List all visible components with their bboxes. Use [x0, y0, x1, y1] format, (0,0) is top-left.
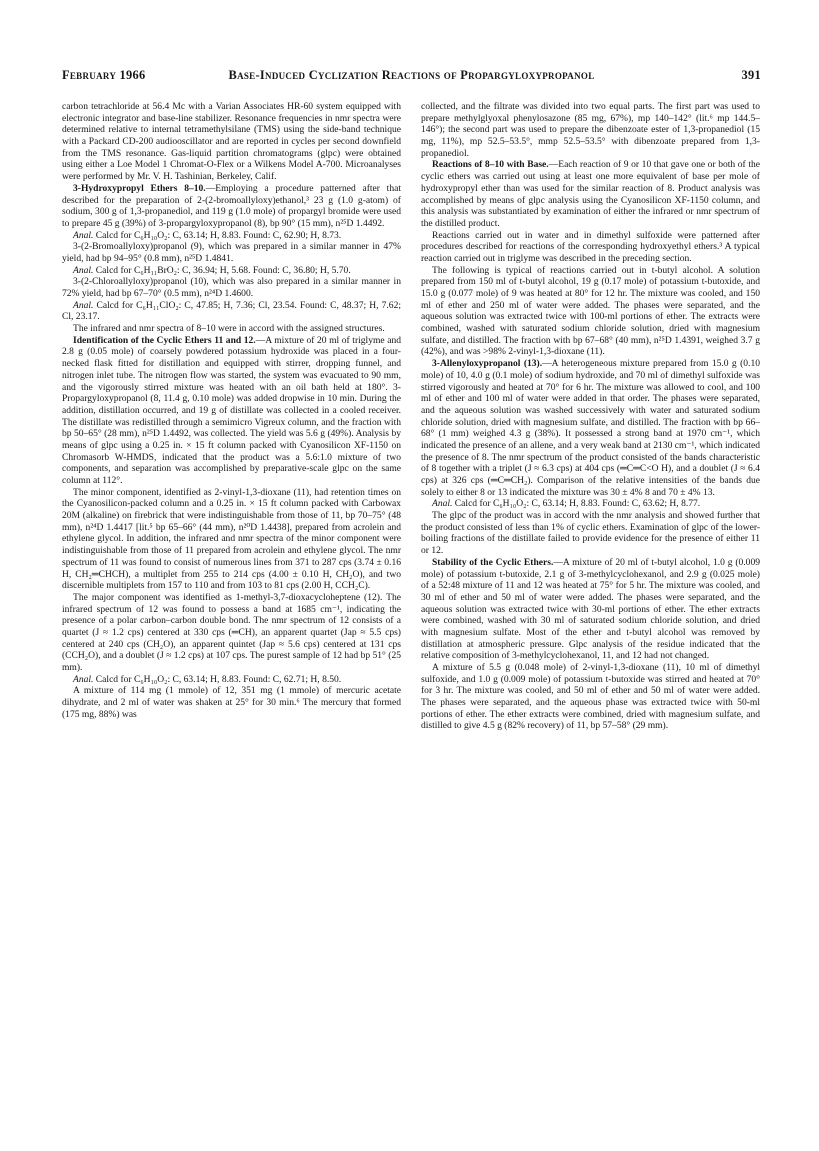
paragraph-text: —Employing a procedure patterned after that described for the preparation of 2-(2-bromoallyloxy)ethanol,³ 23 g (1.0 g-atom) of sodium, 300 g of 1,3-propanediol, and 119 g (1.0 mole) of propargyl bromide were used to prepare 45 g (39%) of 3-propargyloxypropanol (8), bp 90° (15 mm), n²⁵D 1.4492. [62, 182, 401, 229]
section-heading: Reactions of 8–10 with Base. [432, 159, 549, 171]
paragraph-text: The infrared and nmr spectra of 8–10 were in accord with the assigned structures. [73, 323, 385, 335]
header-title: Base-Induced Cyclization Reactions of Propargyloxypropanol [228, 68, 595, 82]
paragraph [421, 662, 760, 732]
running-head [62, 68, 761, 86]
paragraph-text: —Each reaction of 9 or 10 that gave one or both of the cyclic ethers was carried out using at least one more equivalent of base per mole of hydroxypropyl ether than was used for the similar reaction of 8. Product analysis was accomplished by means of glpc analysis using the Cyanosilicon XF-1150 column, and this analysis was substantiated by examination of either the infrared or nmr spectrum of the distilled product. [421, 159, 760, 229]
paragraph [421, 358, 760, 498]
paragraph-text: Calcd for C₆H₁₁ClO₂: C, 47.85; H, 7.36; Cl, 23.54. Found: C, 48.37; H, 7.62; Cl, 23.17. [62, 299, 401, 323]
analysis-label: Anal. [73, 299, 94, 311]
paragraph-text: A mixture of 5.5 g (0.048 mole) of 2-vinyl-1,3-dioxane (11), 10 ml of dimethyl sulfoxide, and 1.0 g (0.009 mole) of potassium t-butoxide was stirred and heated at 70° for 3 hr. The mixture was cooled, and 50 ml of ether and 50 ml of water were added. The phases were separated, and the aqueous phase was extracted twice with 50-ml portions of ether. The ether extracts were combined, dried with magnesium sulfate, and distilled to give 4.5 g (82% recovery) of 11, bp 57–58° (29 mm). [421, 662, 760, 732]
paragraph [62, 674, 401, 686]
paragraph [421, 101, 760, 159]
paragraph [62, 323, 401, 335]
paragraph [421, 498, 760, 510]
paragraph [62, 685, 401, 720]
paragraph [62, 335, 401, 487]
analysis-label: Anal. [73, 264, 94, 276]
paragraph [421, 265, 760, 359]
paragraph [421, 557, 760, 662]
right-column [421, 101, 760, 732]
paragraph-text: The following is typical of reactions carried out in t-butyl alcohol. A solution prepared from 150 ml of t-butyl alcohol, 19 g (0.17 mole) of potassium t-butoxide, and 15.0 g (0.077 mole) of 9 was heated at 80° for 12 hr. The mixture was cooled, and 150 ml of ether and 250 ml of water were added. The phases were separated, and the aqueous solution was extracted twice with 100-ml portions of ether. The extracts were combined, washed with saturated sodium chloride solution, dried with magnesium sulfate, and distilled. The fraction with bp 67–68° (40 mm), n²⁵D 1.4391, weighed 3.7 g (42%), and was >98% 2-vinyl-1,3-dioxane (11). [421, 264, 760, 358]
section-heading: 3-Allenyloxypropanol (13). [432, 358, 543, 370]
page-number: 391 [741, 68, 761, 82]
section-heading: 3-Hydroxypropyl Ethers 8–10. [73, 182, 206, 194]
analysis-label: Anal. [73, 673, 94, 685]
paragraph-text: —A heterogeneous mixture prepared from 15.0 g (0.10 mole) of 10, 4.0 g (0.1 mole) of sodium hydroxide, and 70 ml of dimethyl sulfoxide was stirred vigorously and heated at 70° for 6 hr. The mixture was allowed to cool, and 100 ml of ether and 100 ml of water were added in that order. The phases were separated, and the aqueous solution was washed successively with water and saturated sodium chloride solution, dried with magnesium sulfate, and distilled. The fraction with bp 66–68° (1 mm) weighed 4.3 g (38%). It possessed a strong band at 1970 cm⁻¹, which indicated the presence of an allene, and a very weak band at 2130 cm⁻¹, which indicated the presence of 8. The nmr spectrum of the product consisted of the bands characteristic of 8 together with a triplet (J ≈ 6.3 cps) at 404 cps (═C═C<O H), and a doublet (J ≈ 6.4 cps) at 326 cps (═C═CH₂). Comparison of the relative intensities of the bands due solely to either 8 or 13 indicated the mixture was 30 ± 4% 8 and 70 ± 4% 13. [421, 358, 760, 498]
paragraph [62, 265, 401, 277]
paragraph [421, 510, 760, 557]
paragraph-text: 3-(2-Bromoallyloxy)propanol (9), which was prepared in a similar manner in 47% yield, had bp 94–95° (0.8 mm), n²⁵D 1.4841. [62, 241, 401, 264]
header-date: February 1966 [62, 68, 146, 82]
paragraph-text: A mixture of 114 mg (1 mmole) of 12, 351 mg (1 mmole) of mercuric acetate dihydrate, and 2 ml of water was shaken at 25° for 30 min.⁶ The mercury that formed (175 mg, 88%) was [62, 685, 401, 720]
left-column [62, 101, 401, 720]
paragraph-text: Calcd for C₆H₁₀O₂: C, 63.14; H, 8.83. Found: C, 62.90; H, 8.73. [93, 229, 342, 241]
paragraph-text: The minor component, identified as 2-vinyl-1,3-dioxane (11), had retention times on the Cyanosilicon-packed column and a 0.25 in. × 15 ft column packed with Carbowax 20M (alkaline) on firebrick that were indistinguishable from those of 11, bp 70–75° (48 mm), n²⁴D 1.4417 [lit.⁵ bp 65–66° (44 mm), n²⁰D 1.4438], prepared from acrolein and ethylene glycol. In addition, the infrared and nmr spectra of the minor component were indistinguishable from those of 11 prepared from acrolein and ethylene glycol. The nmr spectrum of 11 was found to consist of numerous lines from 371 to 287 cps (3.74 ± 0.16 H, CH₂═CHCH), a multiplet from 255 to 214 cps (4.00 ± 0.10 H, CH₂O), and two discernible multiplets from 157 to 110 and from 103 to 81 cps (2.00 H, CCH₂C). [62, 486, 401, 592]
analysis-label: Anal. [73, 229, 94, 241]
paragraph [421, 159, 760, 229]
analysis-label: Anal. [432, 498, 453, 510]
paragraph-text: —A mixture of 20 ml of triglyme and 2.8 g (0.05 mole) of coarsely powdered potassium hydroxide was placed in a four-necked flask fitted for distillation and equipped with stirrer, dropping funnel, and nitrogen inlet tube. The nitrogen flow was started, the system was evacuated to 90 mm, and the vigorously stirred mixture was heated with an oil bath held at 180°. 3-Propargyloxypropanol (8, 11.4 g, 0.10 mole) was added dropwise in 10 min. During the addition, distillation occurred, and 19 g of distillate was collected in a cooled receiver. The distillate was redistilled through a semimicro Vigreux column, and the fraction with bp 50–65° (28 mm), n²⁵D 1.4492, was collected. The yield was 5.6 g (49%). Analysis by means of glpc using a 0.25 in. × 15 ft column packed with Cyanosilicon XF-1150 on Chromasorb W-HMDS, indicated that the product was a 5.6:1.0 mixture of two components, and separation was accomplished by preparative-scale glpc on the same column at 112°. [62, 334, 401, 486]
section-heading: Identification of the Cyclic Ethers 11 and 12. [73, 334, 256, 346]
paragraph-text: carbon tetrachloride at 56.4 Mc with a Varian Associates HR-60 system equipped with electronic integrator and base-line stabilizer. Resonance frequencies in nmr spectra were determined relative to internal tetramethylsilane (TMS) using the side-band technique with a Packard CD-200 audiooscillator and are reported in cycles per second downfield from the TMS resonance. Gas-liquid partition chromatograms (glpc) were obtained using either a Loe Model 1 Chromat-O-Flex or a Wilkens Model A-700. Microanalyses were performed by Mr. V. H. Tashinian, Berkeley, Calif. [62, 101, 401, 183]
paragraph-text: Calcd for C₆H₁₀O₂: C, 63.14; H, 8.83. Found: C, 62.71; H, 8.50. [93, 673, 342, 685]
paragraph [62, 183, 401, 230]
paragraph-text: The glpc of the product was in accord with the nmr analysis and showed further that the product consisted of less than 1% of cyclic ethers. Examination of glpc of the lower-boiling fractions of the distillate failed to provide evidence for the presence of either 11 or 12. [421, 510, 760, 557]
paragraph [62, 592, 401, 674]
paragraph-text: Calcd for C₆H₁₁BrO₂: C, 36.94; H, 5.68. Found: C, 36.80; H, 5.70. [93, 264, 351, 276]
paragraph-text: Reactions carried out in water and in dimethyl sulfoxide were patterned after procedures described for reactions of the corresponding hydroxyethyl ethers.³ A typical reaction carried out in triglyme was described in the preceding section. [421, 229, 760, 264]
paragraph [62, 241, 401, 264]
paragraph-text: The major component was identified as 1-methyl-3,7-dioxacycloheptene (12). The infrared spectrum of 12 was found to possess a band at 1685 cm⁻¹, indicating the presence of a polar carbon–carbon double bond. The nmr spectrum of 12 consists of a quartet (J ≈ 1.2 cps) centered at 330 cps (═CH), an apparent quartet (Jap ≈ 5.5 cps) centered at 240 cps (CH₂O), an apparent quintet (Jap ≈ 5.6 cps) centered at 131 cps (CCH₂O), and a doublet (J ≈ 1.2 cps) at 107 cps. The purest sample of 12 had bp 51° (25 mm). [62, 591, 401, 673]
paragraph [62, 300, 401, 323]
paragraph [62, 230, 401, 242]
paragraph [62, 101, 401, 183]
paragraph-text: 3-(2-Chloroallyloxy)propanol (10), which was also prepared in a similar manner in 72% yield, had bp 67–70° (0.5 mm), n²⁴D 1.4600. [62, 276, 401, 299]
paragraph-text: —A mixture of 20 ml of t-butyl alcohol, 1.0 g (0.009 mole) of potassium t-butoxide, 2.1 g of 3-methylcyclohexanol, and 2.9 g (0.025 mole) of a 52:48 mixture of 11 and 12 was heated at 75° for 5 hr. The mixture was cooled, and 30 ml of ether and 50 ml of water were added. The phases were separated, and the aqueous solution was extracted twice with 30-ml portions of ether. The ether extracts were combined, washed with 30 ml of saturated sodium chloride solution, and dried with magnesium sulfate. Most of the ether and t-butyl alcohol was removed by distillation at atmospheric pressure. Glpc analysis of the residue indicated that the relative composition of 3-methylcyclohexanol, 11, and 12 had not changed. [421, 556, 760, 662]
paragraph-text: collected, and the filtrate was divided into two equal parts. The first part was used to prepare methylglyoxal phenylosazone (85 mg, 67%), mp 140–142° (lit.⁶ mp 144.5–146°); the second part was used to prepare the dibenzoate ester of 1,3-propanediol (15 mg, 11%), mp 52.5–53.5°, mmp 52.5–53.5° with dibenzoate prepared from 1,3-propanediol. [421, 101, 760, 159]
paragraph-text: Calcd for C₆H₁₀O₂: C, 63.14; H, 8.83. Found: C, 63.62; H, 8.77. [452, 498, 701, 510]
paragraph [62, 487, 401, 592]
section-heading: Stability of the Cyclic Ethers. [432, 556, 554, 568]
paragraph [62, 276, 401, 299]
paragraph [421, 230, 760, 265]
